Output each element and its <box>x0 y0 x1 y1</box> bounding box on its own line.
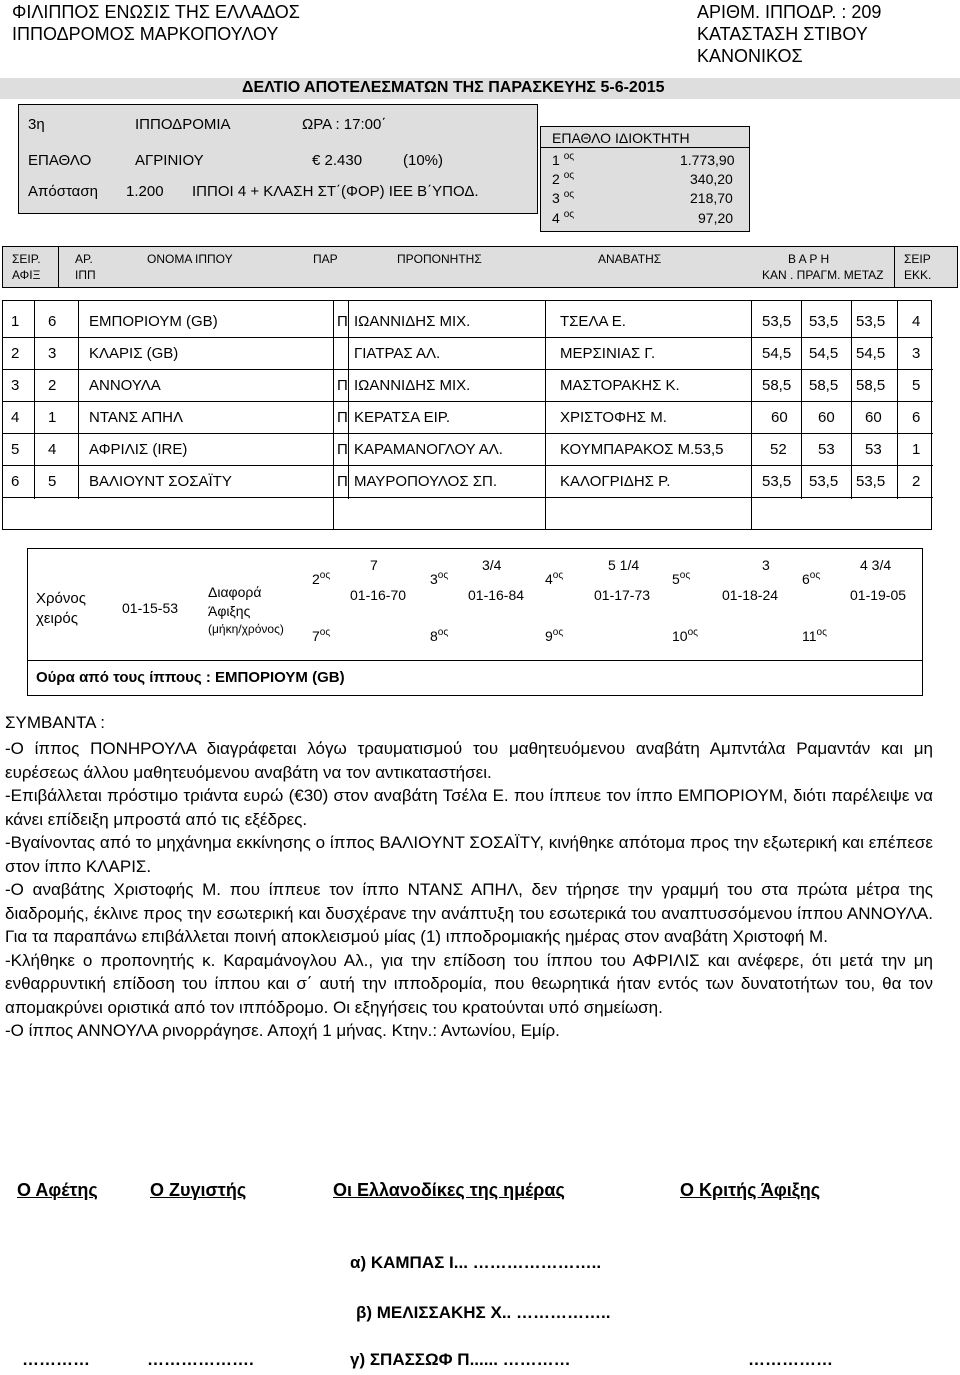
racecourse-name: ΙΠΠΟΔΡΟΜΟΣ ΜΑΡΚΟΠΟΥΛΟΥ <box>12 24 279 44</box>
row-horse: ΚΛΑΡΙΣ (GB) <box>89 345 179 362</box>
place-time: 01-18-24 <box>722 587 779 603</box>
table-row <box>3 467 933 498</box>
stewards-label: Οι Ελλανοδίκες της ημέρας <box>333 1180 565 1200</box>
row-weight-kan: 60 <box>771 409 788 426</box>
place-label: $5^{o\varsigma}$ <box>672 570 691 587</box>
row-pos: 6 <box>11 473 20 490</box>
row-horse: ΝΤΑΝΣ ΑΠΗΛ <box>89 409 184 426</box>
row-par: Π <box>337 313 348 330</box>
row-start: 2 <box>912 473 921 490</box>
row-par: Π <box>337 473 348 490</box>
row-jockey: ΜΕΡΣΙΝΙΑΣ Γ. <box>560 345 656 362</box>
col-weight: Β Α Ρ Η <box>788 252 830 266</box>
judge-label: Ο Κριτής Άφιξης <box>680 1180 821 1200</box>
incident-paragraph: -Ο αναβάτης Χριστοφής Μ. που ίππευε τον ίππο ΝΤΑΝΣ ΑΠΗΛ, δεν τήρησε την γραμμή του στα πρώτα μέτρα της διαδρομής, έκλινε προς την εσωτερική και δυσχέρανε την ανάπτυξη του εσωτερικά του αναπτυσσόμενου ίππου ΑΝΝΟΥΛΑ. Για τα παραπάνω επιβάλλεται ποινή αποκλεισμού μίας (1) ιπποδρομιακής ημέρας στον αναβάτη Χριστοφή Μ. <box>5 880 933 946</box>
row-trainer: ΙΩΑΝΝΙΔΗΣ ΜΙΧ. <box>354 377 471 394</box>
row-weight-pragm: 54,5 <box>809 345 839 362</box>
distance-value: 1.200 <box>126 183 164 200</box>
place-margin: 7 <box>370 557 378 573</box>
owner-prize-pos: 1 $^{o\varsigma}$ <box>552 151 575 168</box>
row-num: 1 <box>48 409 57 426</box>
steward-b: β) ΜΕΛΙΣΣΑΚΗΣ Χ.. …………….. <box>356 1303 611 1322</box>
prize-amount: € 2.430 <box>312 152 363 169</box>
row-weight-metaz: 53,5 <box>856 313 886 330</box>
last-horse: Ούρα από τους ίππους : ΕΜΠΟΡΙΟΥΜ (GB) <box>36 669 345 686</box>
owner-prize-amount: 340,20 <box>690 171 733 187</box>
diff-label: Διαφορά <box>208 584 262 600</box>
table-row <box>3 307 933 338</box>
place-label: $6^{o\varsigma}$ <box>802 570 821 587</box>
col-weight-sub: ΚΑΝ . ΠΡΑΓΜ. ΜΕΤΑΖ <box>762 268 884 282</box>
row-num: 2 <box>48 377 57 394</box>
prize-percent: (10%) <box>403 152 444 169</box>
row-start: 3 <box>912 345 921 362</box>
place-time: 01-16-84 <box>468 587 525 603</box>
col-jockey: ΑΝΑΒΑΤΗΣ <box>598 252 662 266</box>
row-trainer: ΜΑΥΡΟΠΟΥΛΟΣ ΣΠ. <box>354 473 498 490</box>
starter-label: Ο Αφέτης <box>17 1180 98 1200</box>
row-par: Π <box>337 441 348 458</box>
row-weight-metaz: 53,5 <box>856 473 886 490</box>
distance-label: Απόσταση <box>28 183 98 200</box>
row-weight-pragm: 52 <box>770 441 787 458</box>
row-weight-kan: 53,5 <box>762 473 792 490</box>
row-horse: ΑΦΡΙΛΙΣ (IRE) <box>89 441 188 458</box>
federation-name: ΦΙΛΙΠΠΟΣ ΕΝΩΣΙΣ ΤΗΣ ΕΛΛΑΔΟΣ <box>12 2 300 22</box>
row-num: 6 <box>48 313 57 330</box>
track-condition-value: ΚΑΝΟΝΙΚΟΣ <box>697 46 803 66</box>
place-margin: 4 3/4 <box>860 557 892 573</box>
place-label: $10^{o\varsigma}$ <box>672 627 698 644</box>
track-condition-label: ΚΑΤΑΣΤΑΣΗ ΣΤΙΒΟΥ <box>697 24 868 44</box>
row-weight-metaz: 53 <box>818 441 835 458</box>
owner-prize-pos: 3 $^{o\varsigma}$ <box>552 189 575 206</box>
row-weight-extra: 53 <box>865 441 882 458</box>
row-trainer: ΓΙΑΤΡΑΣ ΑΛ. <box>354 345 441 362</box>
incident-paragraph: -Επιβάλλεται πρόστιμο τριάντα ευρώ (€30) στον αναβάτη Τσέλα Ε. που ίππευε τον ίππο ΕΜΠΟΡΙΟΥΜ, διότι παρέλειψε να κάνει επίδειξη μπροστά από τις εξέδρες. <box>5 786 933 829</box>
row-horse: ΕΜΠΟΡΙΟΥΜ (GB) <box>89 313 218 330</box>
col-ekk-1: ΣΕΙΡ <box>904 252 931 266</box>
owner-prize-title: ΕΠΑΘΛΟ ΙΔΙΟΚΤΗΤΗ <box>552 130 690 146</box>
row-pos: 3 <box>11 377 20 394</box>
row-jockey: ΧΡΙΣΤΟΦΗΣ Μ. <box>560 409 667 426</box>
racecourse-number: ΑΡΙΘΜ. ΙΠΠΟΔΡ. : 209 <box>697 2 882 22</box>
owner-prize-amount: 1.773,90 <box>680 152 735 168</box>
place-label: $4^{o\varsigma}$ <box>545 570 564 587</box>
diff-label-2: Άφιξης <box>208 603 251 619</box>
incident-paragraph: -Βγαίνοντας από το μηχάνημα εκκίνησης ο ίππος ΒΑΛΙΟΥΝΤ ΣΟΣΑΪΤΥ, κινήθηκε απότομα προς την εξωτερική και επέπεσε στον ίππο ΚΛΑΡΙΣ. <box>5 833 933 876</box>
row-weight-pragm: 60 <box>818 409 835 426</box>
row-pos: 1 <box>11 313 20 330</box>
place-label: $9^{o\varsigma}$ <box>545 627 564 644</box>
col-horse-name: ΟΝΟΜΑ ΙΠΠΟΥ <box>147 252 233 266</box>
table-row <box>3 435 933 466</box>
table-row <box>3 339 933 370</box>
incident-paragraph: -Ο ίππος ΑΝΝΟΥΛΑ ρινορράγησε. Αποχή 1 μήνας. Κτην.: Αντωνίου, Εμίρ. <box>5 1021 560 1040</box>
hand-time-value: 01-15-53 <box>122 600 179 616</box>
row-par: Π <box>337 409 348 426</box>
steward-a: α) ΚΑΜΠΑΣ Ι... ………………….. <box>350 1253 602 1272</box>
place-margin: 3 <box>762 557 770 573</box>
row-weight-pragm: 58,5 <box>809 377 839 394</box>
prize-name: ΑΓΡΙΝΙΟΥ <box>135 152 204 169</box>
row-weight-metaz: 54,5 <box>856 345 886 362</box>
owner-prize-pos: 4 $^{o\varsigma}$ <box>552 209 575 226</box>
table-row <box>3 371 933 402</box>
timing-divider <box>28 660 922 661</box>
owner-prize-pos: 2 $^{o\varsigma}$ <box>552 170 575 187</box>
row-start: 1 <box>912 441 921 458</box>
row-trainer: ΚΕΡΑΤΣΑ ΕΙΡ. <box>354 409 450 426</box>
place-margin: 5 1/4 <box>608 557 640 573</box>
header-divider <box>58 247 59 287</box>
incidents-title: ΣΥΜΒΑΝΤΑ : <box>5 713 105 732</box>
incidents-body <box>5 737 933 1043</box>
diff-label-3: (μήκη/χρόνος) <box>208 622 284 636</box>
row-pos: 4 <box>11 409 20 426</box>
row-trainer: ΙΩΑΝΝΙΔΗΣ ΜΙΧ. <box>354 313 471 330</box>
race-class: ΙΠΠΟΙ 4 + ΚΛΑΣΗ ΣΤ΄(ΦΟΡ) ΙΕΕ Β΄ΥΠΟΔ. <box>192 183 479 200</box>
row-horse: ΑΝΝΟΥΛΑ <box>89 377 161 394</box>
place-label: $8^{o\varsigma}$ <box>430 627 449 644</box>
owner-prize-amount: 218,70 <box>690 190 733 206</box>
place-margin: 3/4 <box>482 557 502 573</box>
row-weight-pragm: 53,5 <box>809 313 839 330</box>
row-start: 6 <box>912 409 921 426</box>
place-label: $7^{o\varsigma}$ <box>312 627 331 644</box>
table-row <box>3 403 933 434</box>
row-num: 5 <box>48 473 57 490</box>
row-num: 3 <box>48 345 57 362</box>
race-time: ΩΡΑ : 17:00΄ <box>302 116 387 133</box>
row-start: 5 <box>912 377 921 394</box>
row-pos: 2 <box>11 345 20 362</box>
row-weight-kan: 53,5 <box>762 313 792 330</box>
col-ekk-2: ΕΚΚ. <box>904 268 932 282</box>
place-time: 01-19-05 <box>850 587 907 603</box>
judge-signature-line: …………… <box>748 1350 833 1369</box>
row-jockey: ΚΟΥΜΠΑΡΑΚΟΣ Μ.53,5 <box>560 441 724 458</box>
row-par: Π <box>337 377 348 394</box>
col-ar-2: ΙΠΠ <box>75 268 96 282</box>
bulletin-title: ΔΕΛΤΙΟ ΑΠΟΤΕΛΕΣΜΑΤΩΝ ΤΗΣ ΠΑΡΑΣΚΕΥΗΣ 5-6-2015 <box>242 79 665 96</box>
row-jockey: ΤΣΕΛΑ Ε. <box>560 313 626 330</box>
row-start: 4 <box>912 313 921 330</box>
prize-label: ΕΠΑΘΛΟ <box>28 152 92 169</box>
col-seir-1: ΣΕΙΡ. <box>12 252 41 266</box>
row-jockey: ΚΑΛΟΓΡΙΔΗΣ Ρ. <box>560 473 671 490</box>
place-time: 01-16-70 <box>350 587 407 603</box>
race-label: ΙΠΠΟΔΡΟΜΙΑ <box>135 116 231 133</box>
place-time: 01-17-73 <box>594 587 651 603</box>
steward-c: γ) ΣΠΑΣΣΩΦ Π...... ………… <box>350 1350 571 1369</box>
incident-paragraph: -Ο ίππος ΠΟΝΗΡΟΥΛΑ διαγράφεται λόγω τραυματισμού του μαθητευόμενου αναβάτη Αμπντάλα Ραμαντάν και μη ευρέσεως άλλου μαθητευόμενου αναβάτη να τον αντικαταστήσει. <box>5 739 933 782</box>
row-num: 4 <box>48 441 57 458</box>
results-table <box>2 300 932 530</box>
row-weight-kan: 58,5 <box>762 377 792 394</box>
place-label: $2^{o\varsigma}$ <box>312 570 331 587</box>
col-ar-1: ΑΡ. <box>75 252 93 266</box>
hand-time-label-2: χειρός <box>36 610 78 627</box>
col-par: ΠΑΡ <box>313 252 338 266</box>
hand-time-label: Χρόνος <box>36 590 86 607</box>
row-jockey: ΜΑΣΤΟΡΑΚΗΣ Κ. <box>560 377 680 394</box>
place-label: $3^{o\varsigma}$ <box>430 570 449 587</box>
row-weight-kan: 54,5 <box>762 345 792 362</box>
place-label: $11^{o\varsigma}$ <box>802 627 827 644</box>
row-weight-metaz: 58,5 <box>856 377 886 394</box>
col-trainer: ΠΡΟΠΟΝΗΤΗΣ <box>397 252 482 266</box>
race-number: 3η <box>28 116 45 133</box>
header-divider <box>894 247 895 287</box>
starter-signature-line: ………… <box>22 1350 90 1369</box>
owner-prize-divider <box>541 147 749 148</box>
row-weight-metaz: 60 <box>865 409 882 426</box>
row-weight-pragm: 53,5 <box>809 473 839 490</box>
weigher-signature-line: ………………. <box>147 1350 254 1369</box>
row-pos: 5 <box>11 441 20 458</box>
col-seir-2: ΑΦΙΞ <box>12 268 41 282</box>
row-horse: ΒΑΛΙΟΥΝΤ ΣΟΣΑΪΤΥ <box>89 473 232 490</box>
incident-paragraph: -Κλήθηκε ο προπονητής κ. Καραμάνογλου Αλ., για την επίδοση του ίππου του ΑΦΡΙΛΙΣ και ανέφερε, ότι μετά την μη ενθαρρυντική επίδοση του ίππου και σ΄ αυτή την ιπποδρομία, που θεωρητικά ήταν εντός των δυνατοτήτων του, θα τον απομακρύνει οριστικά από τον ιππόδρομο. Οι εξηγήσεις του κρατούνται υπό σημείωση. <box>5 950 933 1017</box>
owner-prize-amount: 97,20 <box>698 210 734 226</box>
weigher-label: Ο Ζυγιστής <box>150 1180 247 1200</box>
row-trainer: ΚΑΡΑΜΑΝΟΓΛΟΥ ΑΛ. <box>354 441 503 458</box>
